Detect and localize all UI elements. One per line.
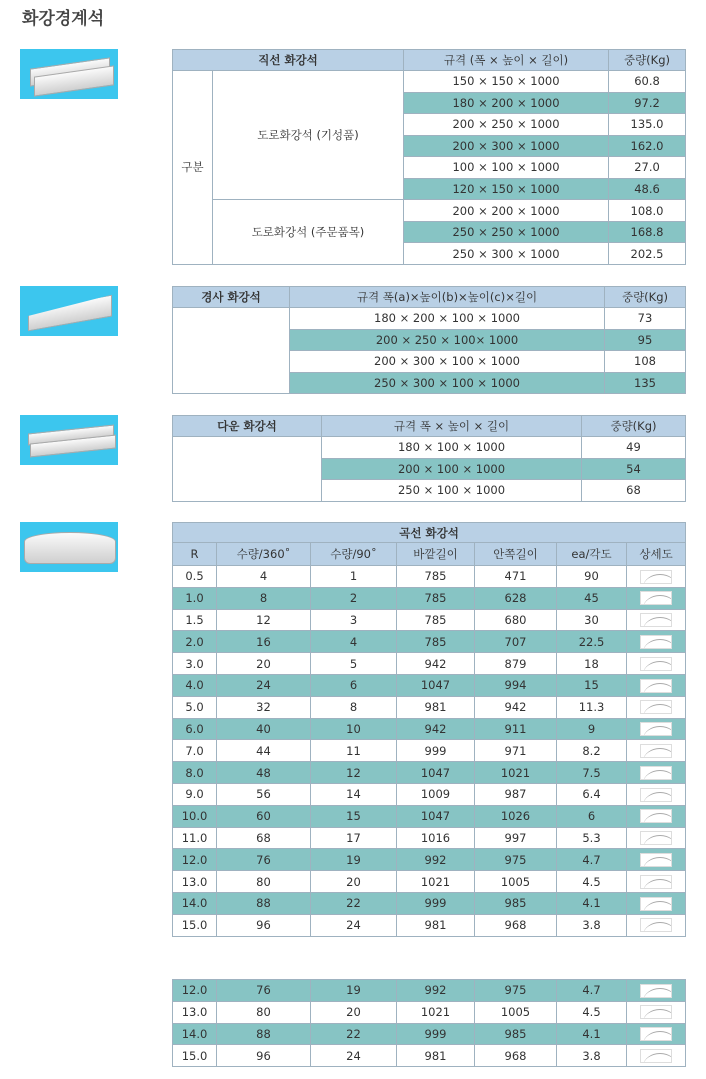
value-cell: 44: [217, 740, 311, 762]
table-row: [173, 523, 686, 543]
value-cell: 4.1: [557, 1023, 627, 1045]
spec-cell: 250 × 250 × 1000: [404, 221, 609, 243]
curved-granite-table-continued: [172, 979, 686, 1067]
weight-cell: 60.8: [609, 71, 686, 93]
value-cell: 1: [311, 566, 397, 588]
value-cell: 1005: [475, 871, 557, 893]
weight-cell: 73: [605, 308, 686, 330]
value-cell: 90: [557, 566, 627, 588]
spec-cell: 250 × 100 × 1000: [322, 480, 582, 502]
group-name: 도로화강석 (주문품목): [213, 200, 404, 265]
value-cell: 76: [217, 849, 311, 871]
value-cell: 471: [475, 566, 557, 588]
value-cell: 10: [311, 718, 397, 740]
spec-cell: 200 × 250 × 100× 1000: [290, 329, 605, 351]
detail-drawing-icon: [640, 591, 672, 605]
value-cell: 3.8: [557, 1045, 627, 1067]
slope-granite-image: [20, 286, 118, 336]
value-cell: 24: [311, 914, 397, 936]
table-row: [173, 805, 686, 827]
weight-cell: 108: [605, 351, 686, 373]
curved-granite-image: [20, 522, 118, 572]
value-cell: 1005: [475, 1001, 557, 1023]
value-cell: 785: [397, 609, 475, 631]
value-cell: 987: [475, 783, 557, 805]
weight-cell: 54: [582, 458, 686, 480]
value-cell: 15: [311, 805, 397, 827]
spec-cell: 180 × 100 × 1000: [322, 437, 582, 459]
detail-drawing-thumbnail[interactable]: [627, 631, 686, 653]
value-cell: 10.0: [173, 805, 217, 827]
slope-granite-table: [172, 286, 686, 394]
value-cell: 2: [311, 587, 397, 609]
value-cell: 8.2: [557, 740, 627, 762]
detail-drawing-thumbnail[interactable]: [627, 653, 686, 675]
value-cell: 8: [311, 696, 397, 718]
value-cell: 15.0: [173, 914, 217, 936]
value-cell: 12.0: [173, 849, 217, 871]
spec-cell: 250 × 300 × 100 × 1000: [290, 372, 605, 394]
table-title: 곡선 화강석: [173, 523, 686, 543]
table-row: [173, 200, 686, 222]
value-cell: 20: [311, 871, 397, 893]
value-cell: 785: [397, 587, 475, 609]
value-cell: 971: [475, 740, 557, 762]
value-cell: 4: [217, 566, 311, 588]
table-row: [173, 609, 686, 631]
straight-granite-table: [172, 49, 686, 265]
value-cell: 48: [217, 762, 311, 784]
detail-drawing-icon: [640, 679, 672, 693]
detail-drawing-icon: [640, 1049, 672, 1063]
weight-cell: 48.6: [609, 178, 686, 200]
spec-cell: 120 × 150 × 1000: [404, 178, 609, 200]
column-header: 수량/90˚: [311, 543, 397, 566]
value-cell: 8.0: [173, 762, 217, 784]
value-cell: 785: [397, 566, 475, 588]
value-cell: 968: [475, 914, 557, 936]
detail-drawing-icon: [640, 722, 672, 736]
detail-drawing-thumbnail[interactable]: [627, 1001, 686, 1023]
value-cell: 11.0: [173, 827, 217, 849]
detail-drawing-icon: [640, 635, 672, 649]
value-cell: 985: [475, 892, 557, 914]
value-cell: 80: [217, 1001, 311, 1023]
column-header: ea/각도: [557, 543, 627, 566]
value-cell: 992: [397, 980, 475, 1002]
table-row: [173, 740, 686, 762]
value-cell: 975: [475, 849, 557, 871]
value-cell: 9.0: [173, 783, 217, 805]
column-header: 규격 폭 × 높이 × 길이: [322, 416, 582, 437]
column-header: 중량(Kg): [605, 287, 686, 308]
value-cell: 14: [311, 783, 397, 805]
table-row: [173, 914, 686, 936]
value-cell: 68: [217, 827, 311, 849]
detail-drawing-thumbnail[interactable]: [627, 566, 686, 588]
value-cell: 4.0: [173, 674, 217, 696]
value-cell: 6.4: [557, 783, 627, 805]
value-cell: 14.0: [173, 1023, 217, 1045]
detail-drawing-thumbnail[interactable]: [627, 849, 686, 871]
detail-drawing-icon: [640, 788, 672, 802]
spec-cell: 200 × 300 × 100 × 1000: [290, 351, 605, 373]
table-row: [173, 543, 686, 566]
value-cell: 8: [217, 587, 311, 609]
spec-cell: 180 × 200 × 100 × 1000: [290, 308, 605, 330]
detail-drawing-icon: [640, 897, 672, 911]
detail-drawing-thumbnail[interactable]: [627, 827, 686, 849]
value-cell: 4.7: [557, 849, 627, 871]
weight-cell: 27.0: [609, 157, 686, 179]
value-cell: 4.1: [557, 892, 627, 914]
spec-cell: 100 × 100 × 1000: [404, 157, 609, 179]
down-granite-image: [20, 415, 118, 465]
detail-drawing-thumbnail[interactable]: [627, 587, 686, 609]
weight-cell: 202.5: [609, 243, 686, 265]
value-cell: 14.0: [173, 892, 217, 914]
detail-drawing-thumbnail[interactable]: [627, 609, 686, 631]
value-cell: 1047: [397, 805, 475, 827]
weight-cell: 135.0: [609, 114, 686, 136]
weight-cell: 162.0: [609, 135, 686, 157]
table-row: [173, 849, 686, 871]
value-cell: 2.0: [173, 631, 217, 653]
value-cell: 942: [397, 653, 475, 675]
value-cell: 1047: [397, 674, 475, 696]
value-cell: 999: [397, 892, 475, 914]
detail-drawing-icon: [640, 875, 672, 889]
value-cell: 3.0: [173, 653, 217, 675]
detail-drawing-icon: [640, 1005, 672, 1019]
spec-cell: 200 × 250 × 1000: [404, 114, 609, 136]
value-cell: 994: [475, 674, 557, 696]
detail-drawing-thumbnail[interactable]: [627, 718, 686, 740]
value-cell: 24: [311, 1045, 397, 1067]
value-cell: 1021: [397, 871, 475, 893]
blank-cell: [173, 437, 322, 502]
value-cell: 16: [217, 631, 311, 653]
down-granite-table: [172, 415, 686, 502]
table-row: [173, 871, 686, 893]
table-row: [173, 566, 686, 588]
detail-drawing-icon: [640, 809, 672, 823]
table-row: [173, 437, 686, 459]
value-cell: 1009: [397, 783, 475, 805]
spec-cell: 200 × 300 × 1000: [404, 135, 609, 157]
value-cell: 992: [397, 849, 475, 871]
spec-cell: 150 × 150 × 1000: [404, 71, 609, 93]
value-cell: 12: [311, 762, 397, 784]
table-title: 다운 화강석: [173, 416, 322, 437]
value-cell: 15: [557, 674, 627, 696]
value-cell: 981: [397, 696, 475, 718]
weight-cell: 49: [582, 437, 686, 459]
detail-drawing-thumbnail[interactable]: [627, 914, 686, 936]
value-cell: 707: [475, 631, 557, 653]
value-cell: 7.5: [557, 762, 627, 784]
spec-cell: 180 × 200 × 1000: [404, 92, 609, 114]
value-cell: 1026: [475, 805, 557, 827]
value-cell: 20: [217, 653, 311, 675]
weight-cell: 135: [605, 372, 686, 394]
detail-drawing-icon: [640, 570, 672, 584]
detail-drawing-thumbnail[interactable]: [627, 783, 686, 805]
value-cell: 981: [397, 1045, 475, 1067]
value-cell: 88: [217, 1023, 311, 1045]
detail-drawing-thumbnail[interactable]: [627, 762, 686, 784]
value-cell: 18: [557, 653, 627, 675]
value-cell: 15.0: [173, 1045, 217, 1067]
value-cell: 6.0: [173, 718, 217, 740]
blank-cell: [173, 308, 290, 394]
value-cell: 4.5: [557, 871, 627, 893]
detail-drawing-icon: [640, 918, 672, 932]
detail-drawing-icon: [640, 613, 672, 627]
weight-cell: 108.0: [609, 200, 686, 222]
value-cell: 911: [475, 718, 557, 740]
detail-drawing-icon: [640, 984, 672, 998]
detail-drawing-icon: [640, 744, 672, 758]
column-header: 중량(Kg): [582, 416, 686, 437]
value-cell: 22: [311, 1023, 397, 1045]
weight-cell: 97.2: [609, 92, 686, 114]
value-cell: 45: [557, 587, 627, 609]
value-cell: 4.7: [557, 980, 627, 1002]
detail-drawing-thumbnail[interactable]: [627, 805, 686, 827]
value-cell: 1021: [397, 1001, 475, 1023]
table-row: [173, 1023, 686, 1045]
table-row: [173, 631, 686, 653]
weight-cell: 168.8: [609, 221, 686, 243]
value-cell: 60: [217, 805, 311, 827]
table-row: [173, 653, 686, 675]
value-cell: 975: [475, 980, 557, 1002]
value-cell: 5.3: [557, 827, 627, 849]
value-cell: 680: [475, 609, 557, 631]
table-row: [173, 50, 686, 71]
value-cell: 17: [311, 827, 397, 849]
value-cell: 942: [397, 718, 475, 740]
column-header: R: [173, 543, 217, 566]
table-row: [173, 416, 686, 437]
value-cell: 628: [475, 587, 557, 609]
value-cell: 3: [311, 609, 397, 631]
value-cell: 80: [217, 871, 311, 893]
value-cell: 5.0: [173, 696, 217, 718]
value-cell: 13.0: [173, 871, 217, 893]
column-header: 중량(Kg): [609, 50, 686, 71]
column-header: 규격 (폭 × 높이 × 길이): [404, 50, 609, 71]
table-row: [173, 71, 686, 93]
value-cell: 96: [217, 1045, 311, 1067]
table-row: [173, 827, 686, 849]
value-cell: 40: [217, 718, 311, 740]
detail-drawing-thumbnail[interactable]: [627, 674, 686, 696]
detail-drawing-thumbnail[interactable]: [627, 740, 686, 762]
detail-drawing-icon: [640, 700, 672, 714]
value-cell: 942: [475, 696, 557, 718]
value-cell: 968: [475, 1045, 557, 1067]
value-cell: 1021: [475, 762, 557, 784]
value-cell: 56: [217, 783, 311, 805]
value-cell: 1.5: [173, 609, 217, 631]
value-cell: 22: [311, 892, 397, 914]
table-row: [173, 287, 686, 308]
table-row: [173, 587, 686, 609]
detail-drawing-icon: [640, 657, 672, 671]
value-cell: 12.0: [173, 980, 217, 1002]
value-cell: 11: [311, 740, 397, 762]
value-cell: 24: [217, 674, 311, 696]
value-cell: 4.5: [557, 1001, 627, 1023]
weight-cell: 68: [582, 480, 686, 502]
group-label: 구분: [173, 71, 213, 265]
value-cell: 981: [397, 914, 475, 936]
detail-drawing-icon: [640, 831, 672, 845]
value-cell: 12: [217, 609, 311, 631]
table-row: [173, 783, 686, 805]
spec-cell: 250 × 300 × 1000: [404, 243, 609, 265]
spec-cell: 200 × 200 × 1000: [404, 200, 609, 222]
column-header: 바깥길이: [397, 543, 475, 566]
table-row: [173, 696, 686, 718]
value-cell: 0.5: [173, 566, 217, 588]
table-row: [173, 892, 686, 914]
value-cell: 20: [311, 1001, 397, 1023]
table-row: [173, 718, 686, 740]
value-cell: 11.3: [557, 696, 627, 718]
value-cell: 999: [397, 740, 475, 762]
value-cell: 985: [475, 1023, 557, 1045]
weight-cell: 95: [605, 329, 686, 351]
table-row: [173, 762, 686, 784]
straight-granite-image: [20, 49, 118, 99]
detail-drawing-icon: [640, 1027, 672, 1041]
table-title: 경사 화강석: [173, 287, 290, 308]
value-cell: 76: [217, 980, 311, 1002]
table-row: [173, 308, 686, 330]
column-header: 상세도: [627, 543, 686, 566]
value-cell: 1047: [397, 762, 475, 784]
value-cell: 3.8: [557, 914, 627, 936]
detail-drawing-thumbnail[interactable]: [627, 871, 686, 893]
value-cell: 30: [557, 609, 627, 631]
group-name: 도로화강석 (기성품): [213, 71, 404, 200]
value-cell: 13.0: [173, 1001, 217, 1023]
spec-cell: 200 × 100 × 1000: [322, 458, 582, 480]
value-cell: 1.0: [173, 587, 217, 609]
value-cell: 96: [217, 914, 311, 936]
curved-granite-table: [172, 522, 686, 937]
table-row: [173, 1045, 686, 1067]
detail-drawing-thumbnail[interactable]: [627, 696, 686, 718]
value-cell: 32: [217, 696, 311, 718]
detail-drawing-thumbnail[interactable]: [627, 1045, 686, 1067]
column-header: 안쪽길이: [475, 543, 557, 566]
table-row: [173, 1001, 686, 1023]
value-cell: 997: [475, 827, 557, 849]
table-title: 직선 화강석: [173, 50, 404, 71]
detail-drawing-thumbnail[interactable]: [627, 1023, 686, 1045]
detail-drawing-icon: [640, 853, 672, 867]
detail-drawing-icon: [640, 766, 672, 780]
value-cell: 4: [311, 631, 397, 653]
detail-drawing-thumbnail[interactable]: [627, 980, 686, 1002]
value-cell: 19: [311, 849, 397, 871]
column-header: 수량/360˚: [217, 543, 311, 566]
table-row: [173, 674, 686, 696]
value-cell: 6: [311, 674, 397, 696]
value-cell: 9: [557, 718, 627, 740]
value-cell: 879: [475, 653, 557, 675]
detail-drawing-thumbnail[interactable]: [627, 892, 686, 914]
value-cell: 999: [397, 1023, 475, 1045]
page-title: 화강경계석: [22, 9, 105, 29]
column-header: 규격 폭(a)×높이(b)×높이(c)×길이: [290, 287, 605, 308]
value-cell: 7.0: [173, 740, 217, 762]
value-cell: 19: [311, 980, 397, 1002]
value-cell: 88: [217, 892, 311, 914]
value-cell: 22.5: [557, 631, 627, 653]
value-cell: 1016: [397, 827, 475, 849]
value-cell: 6: [557, 805, 627, 827]
table-row: [173, 980, 686, 1002]
value-cell: 785: [397, 631, 475, 653]
value-cell: 5: [311, 653, 397, 675]
